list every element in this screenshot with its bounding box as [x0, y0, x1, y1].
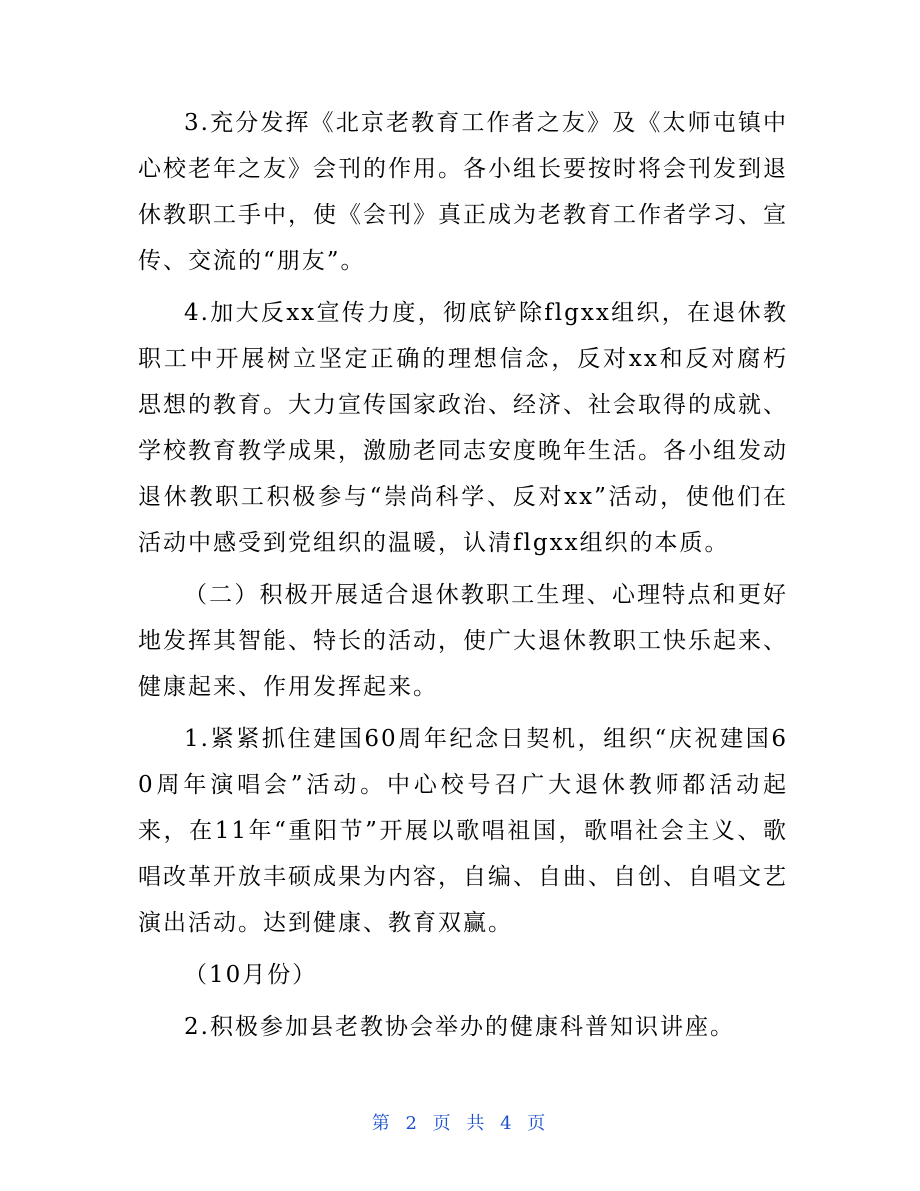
paragraph-date-note: （10月份） — [184, 962, 318, 988]
footer-prefix: 第 — [371, 1113, 393, 1134]
footer-total-pages: 4 — [500, 1113, 515, 1134]
footer-page-word: 页 — [432, 1113, 454, 1134]
footer-current-page: 2 — [405, 1113, 420, 1134]
paragraph-item-2: 2.积极参加县老教协会举办的健康科普知识讲座。 — [184, 1014, 735, 1040]
document-body — [138, 100, 788, 1056]
page-footer — [0, 1112, 920, 1136]
footer-total-prefix: 共 — [466, 1113, 488, 1134]
paragraph-item-3: 3.充分发挥《北京老教育工作者之友》及《太师屯镇中心校老年之友》会刊的作用。各小组长要按时将会刊发到退休教职工手中，使《会刊》真正成为老教育工作者学习、宣传、交流的“朋友”。 — [138, 110, 788, 274]
paragraph-item-1: 1.紧紧抓住建国60周年纪念日契机，组织“庆祝建国60周年演唱会”活动。中心校号召广大退休教师都活动起来，在11年“重阳节”开展以歌唱祖国，歌唱社会主义、歌唱改革开放丰硕成果为内容，自编、自曲、自创、自唱文艺演出活动。达到健康、教育双赢。 — [138, 726, 788, 936]
footer-suffix: 页 — [527, 1113, 549, 1134]
paragraph-item-4: 4.加大反xx宣传力度，彻底铲除flgxx组织，在退休教职工中开展树立坚定正确的理想信念，反对xx和反对腐朽思想的教育。大力宣传国家政治、经济、社会取得的成就、学校教育教学成果，激励老同志安度晚年生活。各小组发动退休教职工积极参与“崇尚科学、反对xx”活动，使他们在活动中感受到党组织的温暖，认清flgxx组织的本质。 — [138, 300, 788, 556]
paragraph-section-2: （二）积极开展适合退休教职工生理、心理特点和更好地发挥其智能、特长的活动，使广大退休教职工快乐起来、健康起来、作用发挥起来。 — [138, 582, 788, 700]
